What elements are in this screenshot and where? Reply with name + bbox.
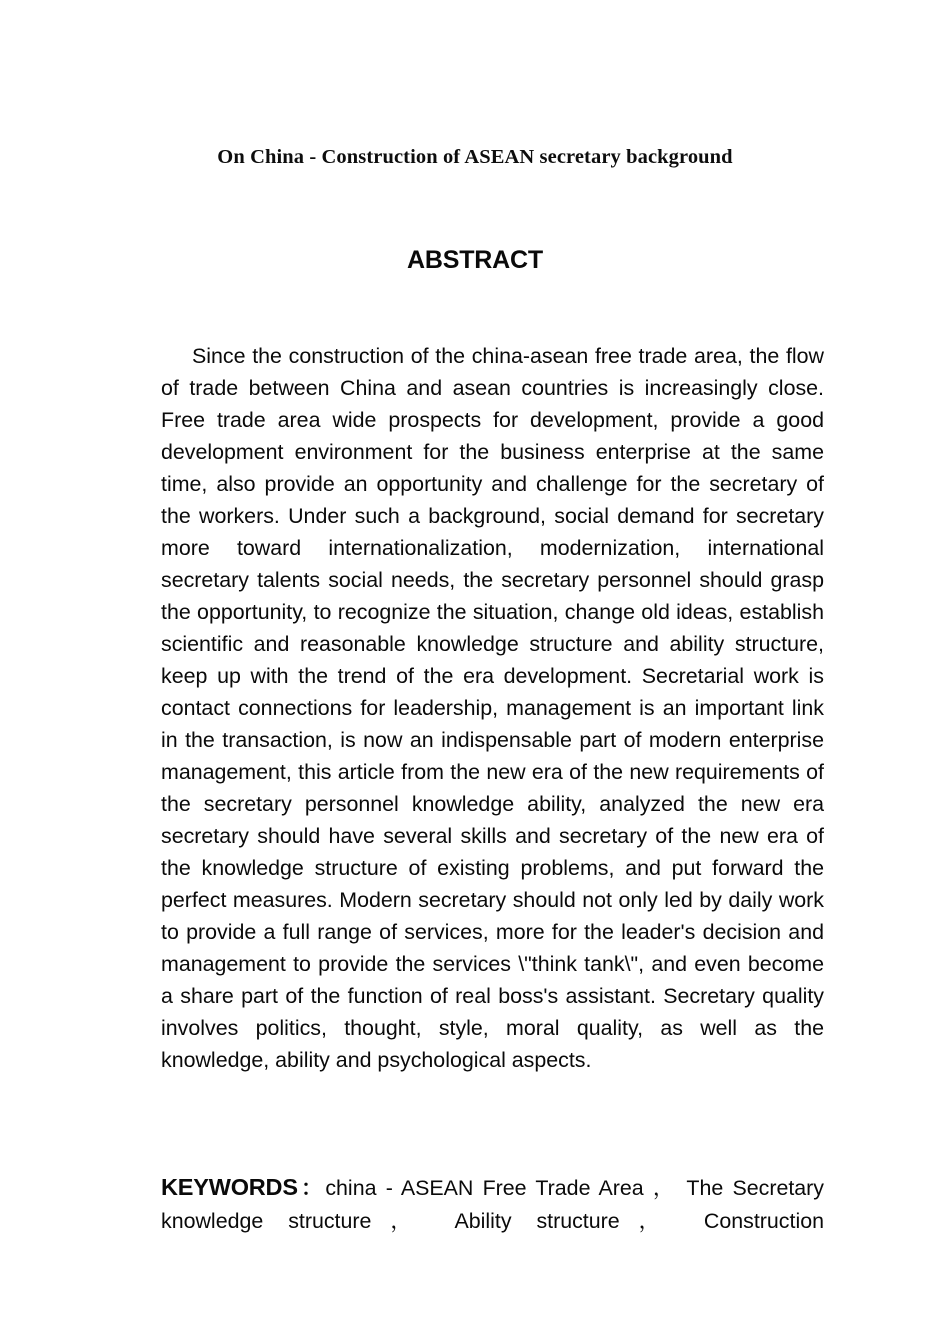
keywords-block bbox=[161, 1171, 824, 1269]
abstract-body-paragraph: Since the construction of the china-asean free trade area, the flow of trade between China and asean countries is increasingly close. Free trade area wide prospects for development, provide a good development environment for the business enterprise at the same time, also provide an opportunity and challenge for the secretary of the workers. Under such a background, social demand for secretary more toward internationalization, modernization, international secretary talents social needs, the secretary personnel should grasp the opportunity, to recognize the situation, change old ideas, establish scientific and reasonable knowledge structure and ability structure, keep up with the trend of the era development. Secretarial work is contact connections for leadership, management is an important link in the transaction, is now an indispensable part of modern enterprise management, this article from the new era of the new requirements of the secretary personnel knowledge ability, analyzed the new era secretary should have several skills and secretary of the new era of the knowledge structure of existing problems, and put forward the perfect measures. Modern secretary should not only led by daily work to provide a full range of services, more for the leader's decision and management to provide the services \"think tank\", and even become a share part of the function of real boss's assistant. Secretary quality involves politics, thought, style, moral quality, as well as the knowledge, ability and psychological aspects. bbox=[161, 344, 824, 1073]
keywords-separator: ： bbox=[297, 1177, 326, 1201]
keywords-label: KEYWORDS bbox=[161, 1174, 298, 1201]
page-title: On China - Construction of ASEAN secretary background bbox=[217, 145, 733, 168]
keywords-value: china - ASEAN Free Trade Area ， The Secretary knowledge structure， Ability structure， Construction bbox=[161, 1176, 824, 1234]
abstract-heading: ABSTRACT bbox=[407, 245, 543, 274]
